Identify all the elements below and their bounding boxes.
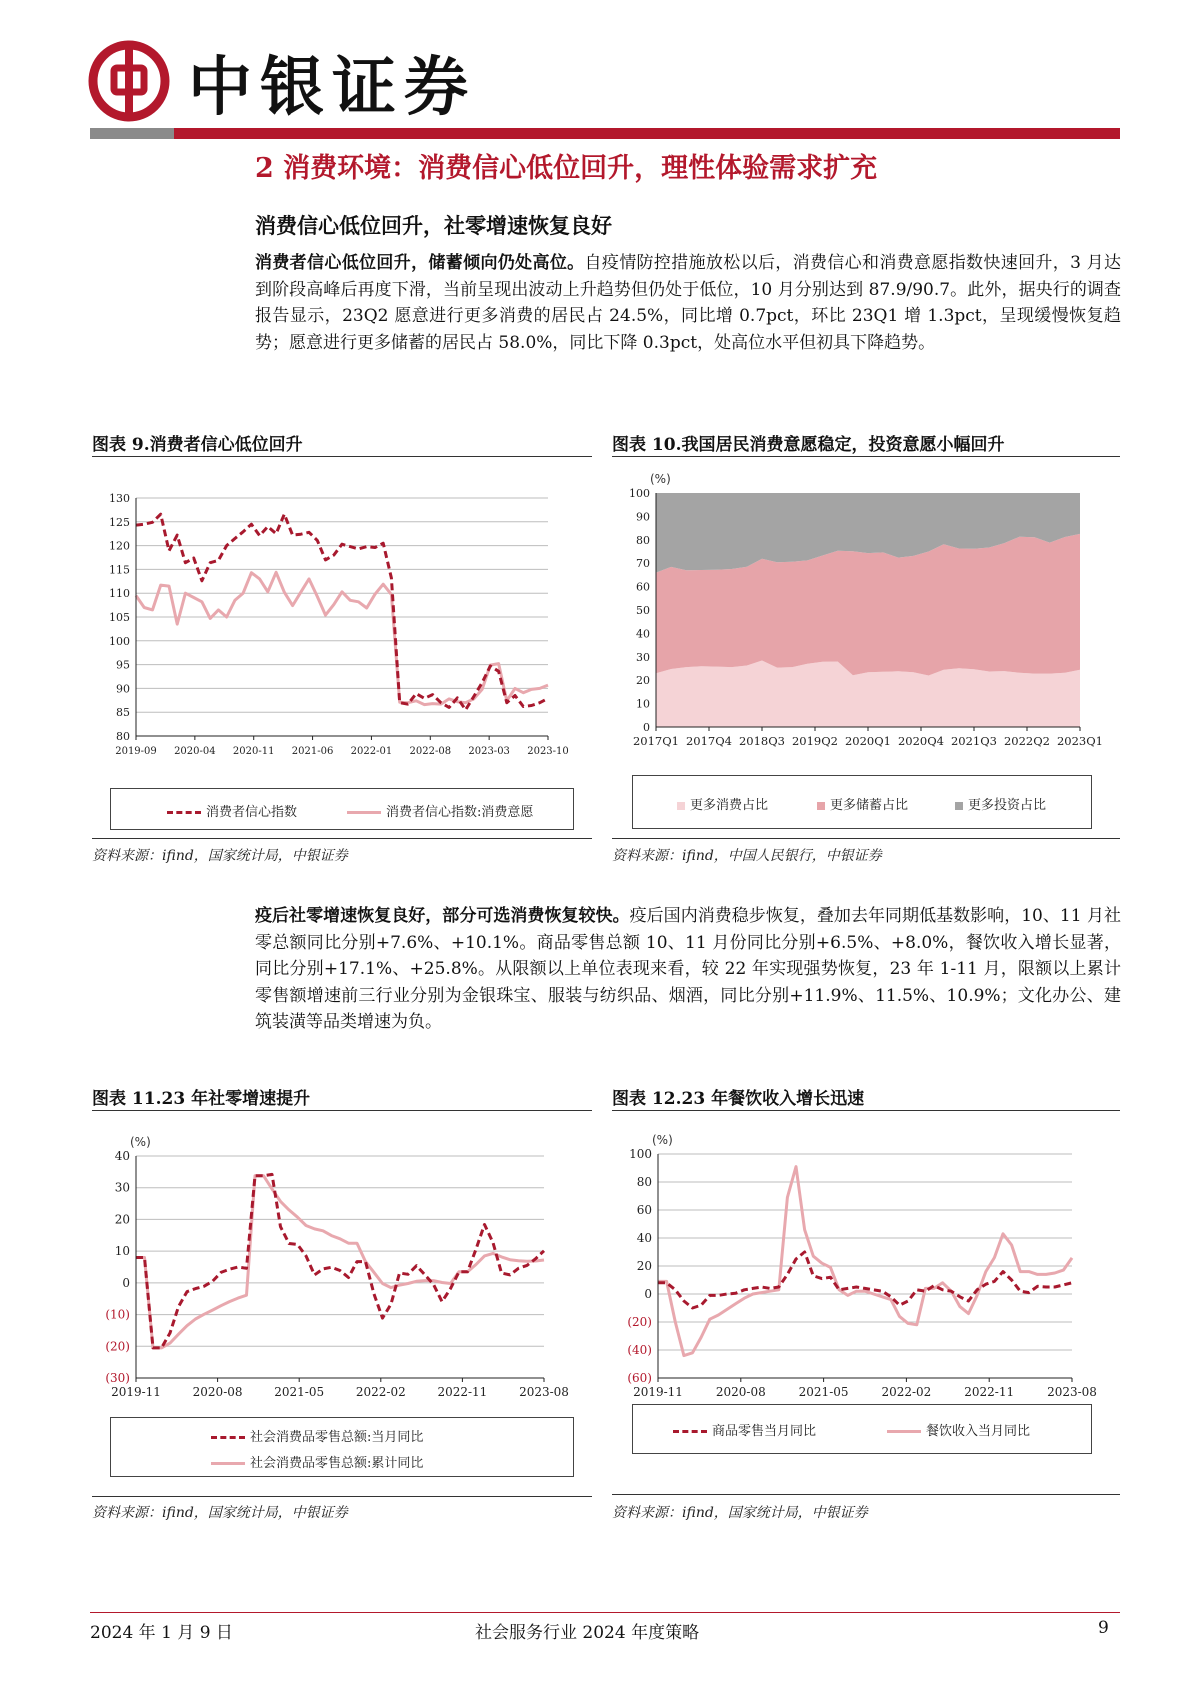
fig10-legend (632, 775, 1092, 829)
y-tick-label: 20 (636, 674, 650, 688)
fig10-rule (612, 456, 1120, 457)
y-tick-label: 120 (109, 539, 130, 553)
y-tick-label: 20 (114, 1212, 130, 1227)
y-tick-label: 100 (629, 487, 650, 500)
fig11-legend (110, 1417, 574, 1477)
x-tick-label: 2022-11 (964, 1385, 1015, 1399)
x-tick-label: 2019-09 (115, 746, 157, 757)
footer-date: 2024 年 1 月 9 日 (90, 1623, 233, 1643)
x-tick-label: 2023-03 (468, 746, 510, 757)
fig9-chart (92, 470, 592, 780)
paragraph-lead: 疫后社零增速恢复良好，部分可选消费恢复较快。 (255, 906, 630, 926)
fig9-legend (110, 788, 574, 830)
y-tick-label: 30 (636, 650, 650, 664)
y-tick-label: (10) (105, 1307, 130, 1322)
axis-unit-label: (%) (130, 1135, 151, 1149)
x-tick-label: 2020-04 (174, 746, 216, 757)
fig11-wrap-svg (92, 1130, 592, 1420)
fig11-source: 资料来源：ifind，国家统计局，中银证券 (92, 1505, 348, 1521)
x-tick-label: 2023-08 (1047, 1385, 1097, 1399)
y-tick-label: 80 (116, 730, 130, 743)
x-tick-label: 2020Q4 (897, 734, 945, 748)
y-tick-label: (20) (627, 1315, 652, 1329)
y-tick-label: 0 (122, 1275, 130, 1290)
x-tick-label: 2021-05 (798, 1385, 849, 1399)
x-tick-label: 2023-08 (519, 1385, 569, 1399)
x-tick-label: 2017Q1 (632, 734, 680, 748)
fig12-rule (612, 1110, 1120, 1111)
fig10-legend-item-invest: 更多投资占比 (955, 794, 1046, 813)
paragraph-body: 自疫情防控措施放松以后，消费信心和消费意愿指数快速回升，3 月达到阶段高峰后再度下滑，当前呈现出波动上升趋势但仍处于低位，10 月分别达到 87.9/90.7。此外，据央行的调查报告显示，23Q2 愿意进行更多消费的居民占 24.5%，同比增 0.7pct，环比 23Q1 增 1.3pct，呈现缓慢恢复趋势；愿意进行更多储蓄的居民占 58.0%，同比下降 0.3pct，处高位水平但初具下降趋势。 (255, 253, 1122, 353)
y-tick-label: 70 (636, 557, 650, 571)
y-tick-label: 100 (629, 1147, 652, 1161)
x-tick-label: 2021Q3 (950, 734, 998, 748)
y-tick-label: 10 (636, 697, 650, 711)
axis-unit-label: (%) (652, 1133, 673, 1147)
paragraph-consumer-confidence (255, 250, 1121, 356)
x-tick-label: 2022-02 (355, 1385, 406, 1399)
fig12-legend-item-goods: 商品零售当月同比 (673, 1420, 816, 1439)
fig9-source: 资料来源：ifind，国家统计局，中银证券 (92, 848, 348, 864)
y-tick-label: (30) (105, 1371, 130, 1385)
header-rule-red (174, 128, 1120, 139)
x-tick-label: 2023-10 (527, 746, 569, 757)
fig10-chart (612, 465, 1120, 775)
y-tick-label: 20 (636, 1259, 652, 1273)
fig9-rule (92, 456, 592, 457)
fig11-bottom-rule (92, 1496, 592, 1497)
x-tick-label: 2017Q4 (685, 734, 733, 748)
fig11-title: 图表 11.23 年社零增速提升 (92, 1089, 311, 1109)
x-tick-label: 2023Q1 (1056, 734, 1104, 748)
header-rule-grey (90, 128, 174, 139)
y-tick-label: 80 (636, 533, 650, 547)
fig10-wrap-svg (612, 465, 1120, 775)
line-series-1 (658, 1167, 1072, 1356)
x-tick-label: 2020-11 (232, 746, 275, 757)
fig9-bottom-rule (92, 838, 592, 839)
y-tick-label: 60 (636, 580, 650, 594)
y-tick-label: 60 (636, 1203, 652, 1217)
y-tick-label: 90 (116, 682, 130, 696)
x-tick-label: 2020Q1 (844, 734, 892, 748)
fig10-legend-item-save: 更多储蓄占比 (817, 794, 908, 813)
y-tick-label: 40 (636, 627, 650, 641)
fig12-chart (612, 1120, 1120, 1420)
x-tick-label: 2021-05 (274, 1385, 325, 1399)
footer-title: 社会服务行业 2024 年度策略 (475, 1623, 700, 1643)
page-number: 9 (1098, 1618, 1109, 1638)
y-tick-label: 40 (114, 1149, 130, 1163)
y-tick-label: 0 (644, 1287, 652, 1301)
fig12-bottom-rule (612, 1494, 1120, 1495)
x-tick-label: 2019-11 (633, 1385, 683, 1399)
paragraph-body: 疫后国内消费稳步恢复，叠加去年同期低基数影响，10、11 月社零总额同比分别+7.6%、+10.1%。商品零售总额 10、11 月份同比分别+6.5%、+8.0%，餐饮收入增长显著，同比分别+17.1%、+25.8%。从限额以上单位表现来看，较 22 年实现强势恢复，23 年 1-11 月，限额以上累计零售额增速前三行业分别为金银珠宝、服装与纺织品、烟酒，同比分别+11.9%、11.5%、10.9%；文化办公、建筑装潢等品类增速为负。 (255, 906, 1122, 1032)
x-tick-label: 2019Q2 (791, 734, 839, 748)
fig10-source: 资料来源：ifind，中国人民银行，中银证券 (612, 848, 882, 864)
line-series-0 (136, 1174, 544, 1348)
fig9-wrap-svg (92, 470, 592, 780)
y-tick-label: 105 (109, 611, 130, 624)
y-tick-label: 50 (636, 604, 650, 617)
section-title: 2 消费环境：消费信心低位回升，理性体验需求扩充 (255, 153, 878, 184)
fig12-title: 图表 12.23 年餐饮收入增长迅速 (612, 1089, 865, 1109)
y-tick-label: 130 (109, 492, 130, 505)
y-tick-label: 90 (636, 510, 650, 524)
x-tick-label: 2022-08 (409, 746, 452, 757)
paragraph-retail-sales (255, 903, 1121, 1036)
y-tick-label: 115 (109, 563, 130, 577)
fig9-title: 图表 9.消费者信心低位回升 (92, 435, 303, 455)
y-tick-label: 10 (114, 1244, 130, 1259)
fig12-wrap-svg (612, 1120, 1120, 1420)
fig12-source: 资料来源：ifind，国家统计局，中银证券 (612, 1505, 868, 1521)
line-series-1 (136, 1176, 544, 1348)
fig10-bottom-rule (612, 838, 1120, 839)
x-tick-label: 2022-02 (881, 1385, 932, 1399)
y-tick-label: (20) (105, 1339, 130, 1354)
y-tick-label: 110 (109, 587, 130, 601)
y-tick-label: 30 (114, 1180, 130, 1195)
fig10-title: 图表 10.我国居民消费意愿稳定，投资意愿小幅回升 (612, 435, 1005, 455)
brand-name: 中银证券 (188, 50, 476, 125)
fig9-legend-item-confidence: 消费者信心指数 (167, 801, 297, 820)
y-tick-label: 0 (643, 721, 650, 734)
axis-unit-label: (%) (650, 472, 671, 486)
x-tick-label: 2022-11 (437, 1385, 488, 1399)
x-tick-label: 2020-08 (715, 1385, 766, 1399)
x-tick-label: 2018Q3 (738, 734, 786, 748)
fig11-rule (92, 1110, 592, 1111)
y-tick-label: (60) (627, 1371, 652, 1385)
line-series-0 (658, 1252, 1072, 1308)
y-tick-label: 80 (636, 1175, 652, 1189)
x-tick-label: 2021-06 (291, 746, 334, 757)
y-tick-label: 125 (109, 515, 130, 529)
fig12-legend-item-catering: 餐饮收入当月同比 (887, 1420, 1030, 1439)
fig12-legend (632, 1404, 1092, 1454)
fig9-legend-item-willingness: 消费者信心指数:消费意愿 (347, 801, 533, 820)
y-tick-label: 100 (109, 634, 130, 648)
fig11-legend-item-monthly: 社会消费品零售总额:当月同比 (211, 1426, 423, 1445)
y-tick-label: 85 (116, 706, 130, 720)
y-tick-label: (40) (627, 1343, 652, 1357)
y-tick-label: 40 (636, 1231, 652, 1245)
sub-heading: 消费信心低位回升，社零增速恢复良好 (255, 213, 612, 238)
x-tick-label: 2022Q2 (1003, 734, 1051, 748)
fig11-legend-item-cumulative: 社会消费品零售总额:累计同比 (211, 1452, 423, 1471)
line-series-1 (136, 572, 548, 704)
fig11-chart (92, 1130, 592, 1420)
x-tick-label: 2019-11 (111, 1385, 161, 1399)
bank-logo (88, 40, 170, 122)
footer-rule (90, 1612, 1120, 1613)
fig10-legend-item-consume: 更多消费占比 (677, 794, 768, 813)
y-tick-label: 95 (116, 658, 130, 672)
x-tick-label: 2020-08 (192, 1385, 243, 1399)
paragraph-lead: 消费者信心低位回升，储蓄倾向仍处高位。 (255, 253, 585, 273)
x-tick-label: 2022-01 (350, 746, 393, 757)
